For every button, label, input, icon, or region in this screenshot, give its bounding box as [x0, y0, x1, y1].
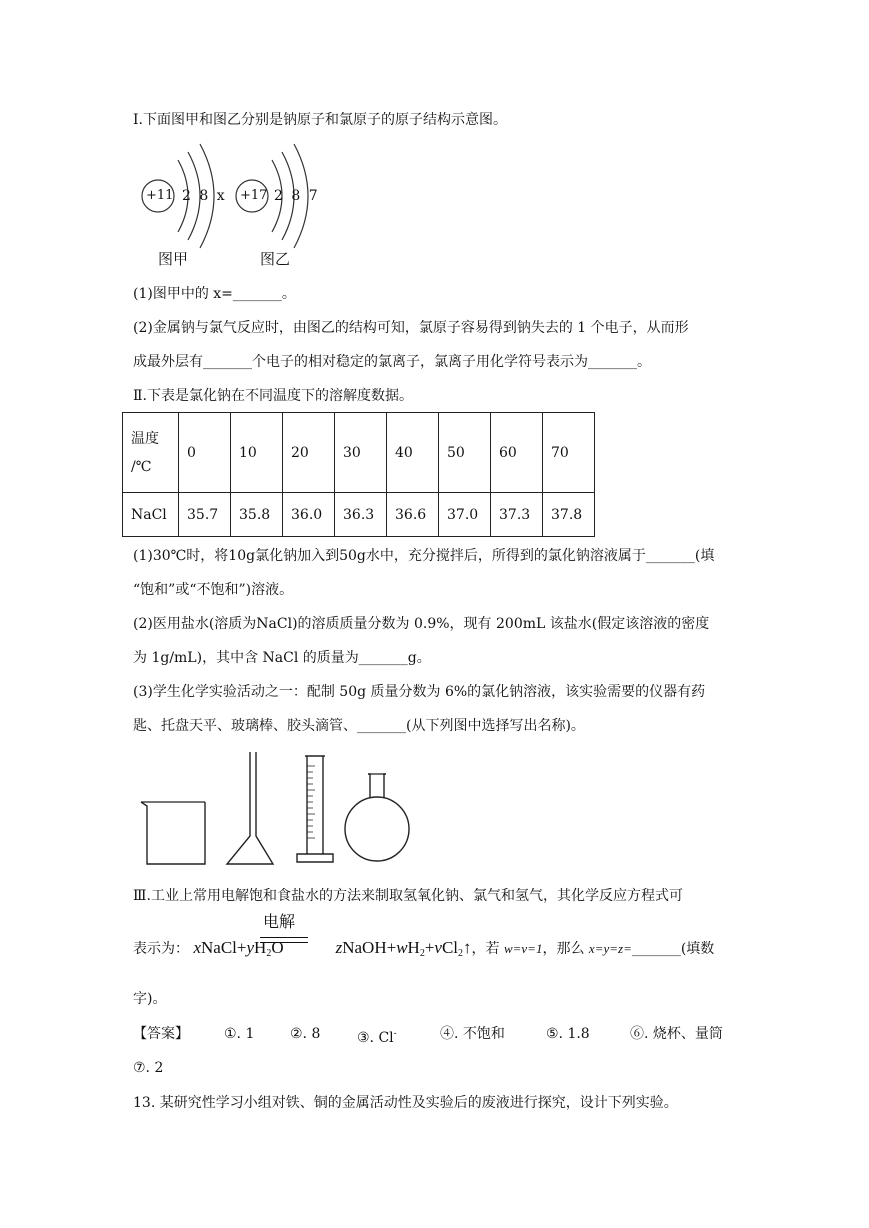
answer-item: ②. 8 [290, 1026, 321, 1042]
answer-item: ⑥. 烧杯、量筒 [630, 1026, 723, 1042]
reaction-condition-label: 电解 [263, 912, 296, 931]
figure-yi-caption: 图乙 [260, 250, 291, 268]
answer-item: ⑤. 1.8 [546, 1026, 590, 1042]
sodium-shell-numbers: 2 8 x [182, 188, 227, 204]
solubility-row [123, 493, 595, 537]
answer-item-chloride [357, 1024, 397, 1048]
temperature-cell: 20 [283, 413, 335, 493]
solubility-cell: 36.6 [387, 493, 439, 537]
section3-line1: Ⅲ.工业上常用电解饱和食盐水的方法来制取氢氧化钠、氯气和氢气，其化学反应方程式可 [133, 888, 683, 904]
graduated-cylinder-icon [297, 756, 333, 862]
figure-jia-caption: 图甲 [158, 250, 189, 268]
reactant-water-h: H [254, 938, 267, 957]
chemical-equation [193, 938, 471, 957]
product-hydrogen: H [407, 938, 420, 957]
reactant-water-sub: 2 [266, 948, 272, 959]
chlorine-shell-numbers: 2 8 7 [274, 188, 320, 204]
gas-arrow-icon: ↑ [463, 938, 472, 957]
temperature-header-line2: /℃ [131, 458, 152, 475]
answer-label: 【答案】 [133, 1026, 189, 1042]
solute-label-cell: NaCl [123, 493, 179, 537]
solubility-cell: 36.3 [335, 493, 387, 537]
section2-question2-line2: 为 1g/mL)，其中含 NaCl 的质量为_______g。 [133, 650, 431, 666]
temperature-cell: 60 [491, 413, 543, 493]
section3-line-end: 字)。 [133, 991, 167, 1007]
solubility-table [122, 412, 595, 537]
condition-prefix: ，若 [471, 941, 504, 957]
coef-z: z [335, 938, 343, 957]
answer-chloride-charge: - [393, 1029, 397, 1039]
temperature-cell: 50 [439, 413, 491, 493]
round-bottom-flask-icon [345, 774, 409, 861]
section2-question3-line1: (3)学生化学实验活动之一：配制 50g 质量分数为 6%的氯化钠溶液，该实验需要的仪器有药 [133, 684, 706, 700]
coef-x: x [193, 938, 201, 957]
section2-heading: Ⅱ.下表是氯化钠在不同温度下的溶解度数据。 [133, 388, 413, 404]
section2-question1-line1: (1)30℃时，将10g氯化钠加入到50g水中，充分搅拌后，所得到的氯化钠溶液属于_______(填 [133, 548, 715, 564]
sodium-nucleus-label: +11 [146, 188, 174, 203]
product-naoh: NaOH+ [342, 938, 397, 957]
condition-middle: ，那么 [542, 941, 589, 957]
temperature-cell: 30 [335, 413, 387, 493]
lab-apparatus-figure [135, 752, 425, 870]
condition-given: w=v=1 [503, 941, 543, 956]
section2-question3-line2: 匙、托盘天平、玻璃棒、胶头滴管、_______(从下列图中选择写出名称)。 [133, 718, 585, 734]
coef-w: w [396, 938, 408, 957]
reactant-nacl: NaCl+ [201, 938, 247, 957]
answer-item: ④. 不饱和 [440, 1026, 505, 1042]
condition-blank: _______(填数 [631, 941, 715, 957]
temperature-cell: 40 [387, 413, 439, 493]
temperature-row [123, 413, 595, 493]
section1-question2-line1: (2)金属钠与氯气反应时，由图乙的结构可知，氯原子容易得到钠失去的 1 个电子，从而形 [133, 320, 689, 336]
product-chlorine-sub: 2 [458, 948, 464, 959]
equation-prefix: 表示为： [133, 941, 189, 957]
section1-heading: Ⅰ.下面图甲和图乙分别是钠原子和氯原子的原子结构示意图。 [133, 112, 507, 128]
coef-v: v [434, 938, 442, 957]
condition-ask: x=y=z= [588, 941, 632, 956]
solubility-cell: 37.3 [491, 493, 543, 537]
temperature-header-cell [123, 413, 179, 493]
solubility-cell: 36.0 [283, 493, 335, 537]
section3-equation-line [133, 937, 714, 965]
section2-question1-line2: “饱和”或“不饱和”)溶液。 [133, 582, 294, 598]
solubility-cell: 35.7 [179, 493, 231, 537]
solubility-cell: 35.8 [231, 493, 283, 537]
funnel-icon [227, 752, 273, 864]
lab-apparatus-svg [135, 752, 425, 870]
temperature-header-line1: 温度 [131, 430, 159, 447]
solubility-cell: 37.0 [439, 493, 491, 537]
plus-sign: + [424, 938, 435, 957]
section1-question1: (1)图甲中的 x=_______。 [133, 286, 296, 302]
product-hydrogen-sub: 2 [419, 948, 425, 959]
temperature-cell: 0 [179, 413, 231, 493]
answer-chloride-text: ③. Cl [357, 1030, 394, 1046]
section2-question2-line1: (2)医用盐水(溶质为NaCl)的溶质质量分数为 0.9%，现有 200mL 该盐水(假定该溶液的密度 [133, 616, 710, 632]
beaker-icon [141, 802, 205, 864]
temperature-cell: 10 [231, 413, 283, 493]
solubility-cell: 37.8 [543, 493, 595, 537]
reactant-water-o: O [271, 938, 284, 957]
chlorine-nucleus-label: +17 [240, 188, 268, 203]
section1-question2-line2: 成最外层有_______个电子的相对稳定的氯离子，氯离子用化学符号表示为_______。 [133, 354, 651, 370]
next-question: 13. 某研究性学习小组对铁、铜的金属活动性及实验后的废液进行探究，设计下列实验。 [133, 1095, 678, 1111]
answer-item: ⑦. 2 [133, 1060, 164, 1076]
coef-y: y [246, 938, 255, 957]
temperature-cell: 70 [543, 413, 595, 493]
answer-item: ①. 1 [224, 1026, 255, 1042]
atom-structure-figure [138, 140, 318, 275]
product-chlorine: Cl [441, 938, 459, 957]
